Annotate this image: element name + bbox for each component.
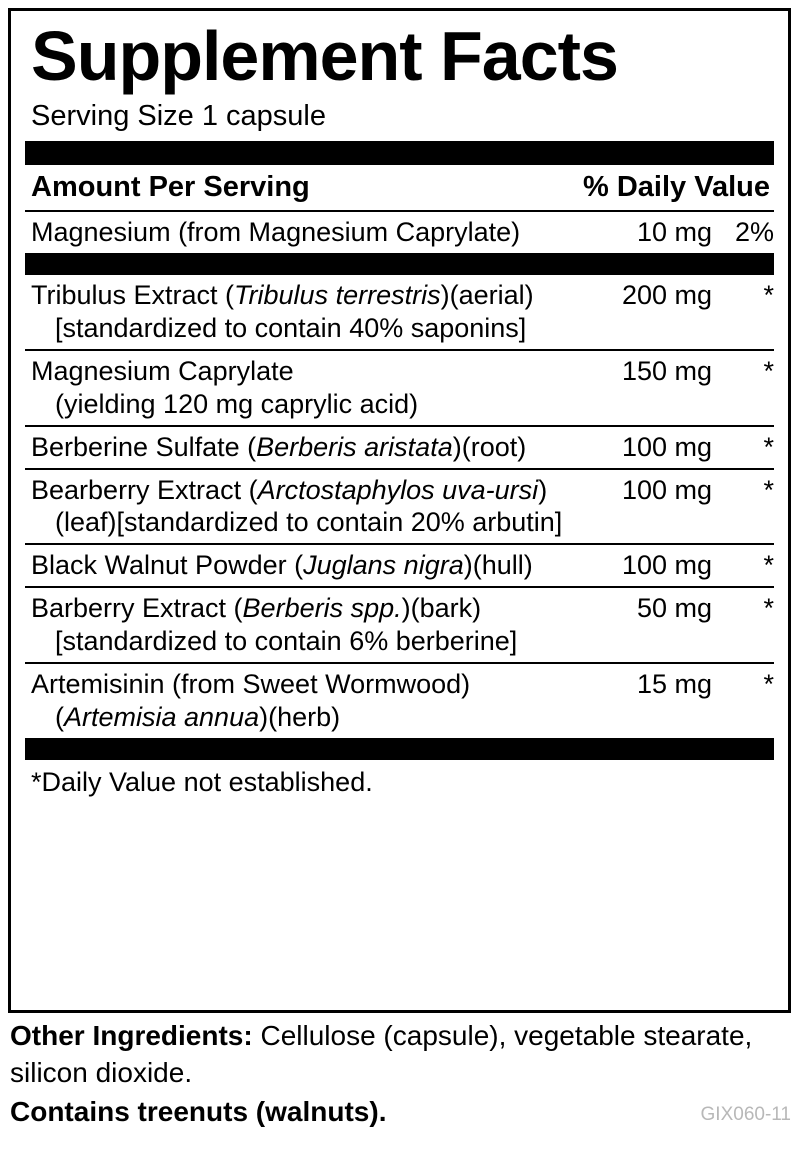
allergen-row (8, 1092, 791, 1128)
table-header-row (25, 165, 774, 210)
table-row (25, 212, 774, 253)
ingredient-name: Black Walnut Powder (Juglans nigra)(hull) (31, 550, 533, 581)
daily-value-label: % Daily Value (583, 170, 770, 203)
ingredient-amount: 15 mg (636, 669, 712, 700)
ingredient-daily-value: * (763, 474, 774, 505)
table-row (25, 664, 774, 738)
table-row (25, 275, 774, 349)
ingredient-rows (25, 275, 774, 738)
ingredient-daily-value: 2% (734, 216, 774, 247)
ingredient-daily-value: * (763, 669, 774, 700)
ingredient-amount: 100 mg (621, 550, 712, 581)
footer-divider-bar (25, 738, 774, 760)
ingredient-name: Tribulus Extract (Tribulus terrestris)(aerial) [standardized to contain 40% saponins] (31, 279, 534, 343)
header-divider-bar (25, 141, 774, 165)
section-divider-bar (25, 253, 774, 275)
ingredient-daily-value: * (763, 279, 774, 310)
ingredient-daily-value: * (763, 550, 774, 581)
ingredient-name: Artemisinin (from Sweet Wormwood) (Artemisia annua)(herb) (31, 669, 471, 733)
ingredient-name: Magnesium Caprylate (yielding 120 mg caprylic acid) (31, 355, 419, 419)
ingredient-amount: 150 mg (621, 355, 712, 386)
other-ingredients-text: Cellulose (capsule), vegetable stearate, silicon dioxide. (10, 1020, 753, 1088)
ingredient-amount: 200 mg (621, 279, 712, 310)
product-code: GIX060-11 (700, 1103, 791, 1125)
ingredient-amount: 100 mg (621, 474, 712, 505)
ingredient-name: Barberry Extract (Berberis spp.)(bark) [standardized to contain 6% berberine] (31, 593, 518, 657)
table-row (25, 545, 774, 586)
ingredient-name: Bearberry Extract (Arctostaphylos uva-ursi) (leaf)[standardized to contain 20% arbutin] (31, 474, 563, 538)
amount-per-serving-label: Amount Per Serving (31, 170, 310, 203)
below-panel-section (8, 1018, 791, 1128)
table-row (25, 351, 774, 425)
ingredient-daily-value: * (763, 431, 774, 462)
ingredient-amount: 100 mg (621, 431, 712, 462)
serving-size: Serving Size 1 capsule (31, 100, 326, 132)
table-row (25, 470, 774, 544)
page-title: Supplement Facts (31, 17, 618, 95)
ingredient-name: Berberine Sulfate (Berberis aristata)(root) (31, 431, 527, 462)
ingredient-daily-value: * (763, 355, 774, 386)
daily-value-footnote: *Daily Value not established. (31, 767, 373, 798)
ingredient-amount: 50 mg (636, 593, 712, 624)
table-row (25, 588, 774, 662)
table-row (25, 427, 774, 468)
ingredient-name: Magnesium (from Magnesium Caprylate) (31, 216, 521, 247)
allergen-statement: Contains treenuts (walnuts). (10, 1095, 387, 1127)
ingredient-amount: 10 mg (636, 216, 712, 247)
supplement-facts-panel (8, 8, 791, 1013)
other-ingredients (8, 1018, 791, 1092)
other-ingredients-label: Other Ingredients: (10, 1020, 253, 1051)
ingredient-daily-value: * (763, 593, 774, 624)
